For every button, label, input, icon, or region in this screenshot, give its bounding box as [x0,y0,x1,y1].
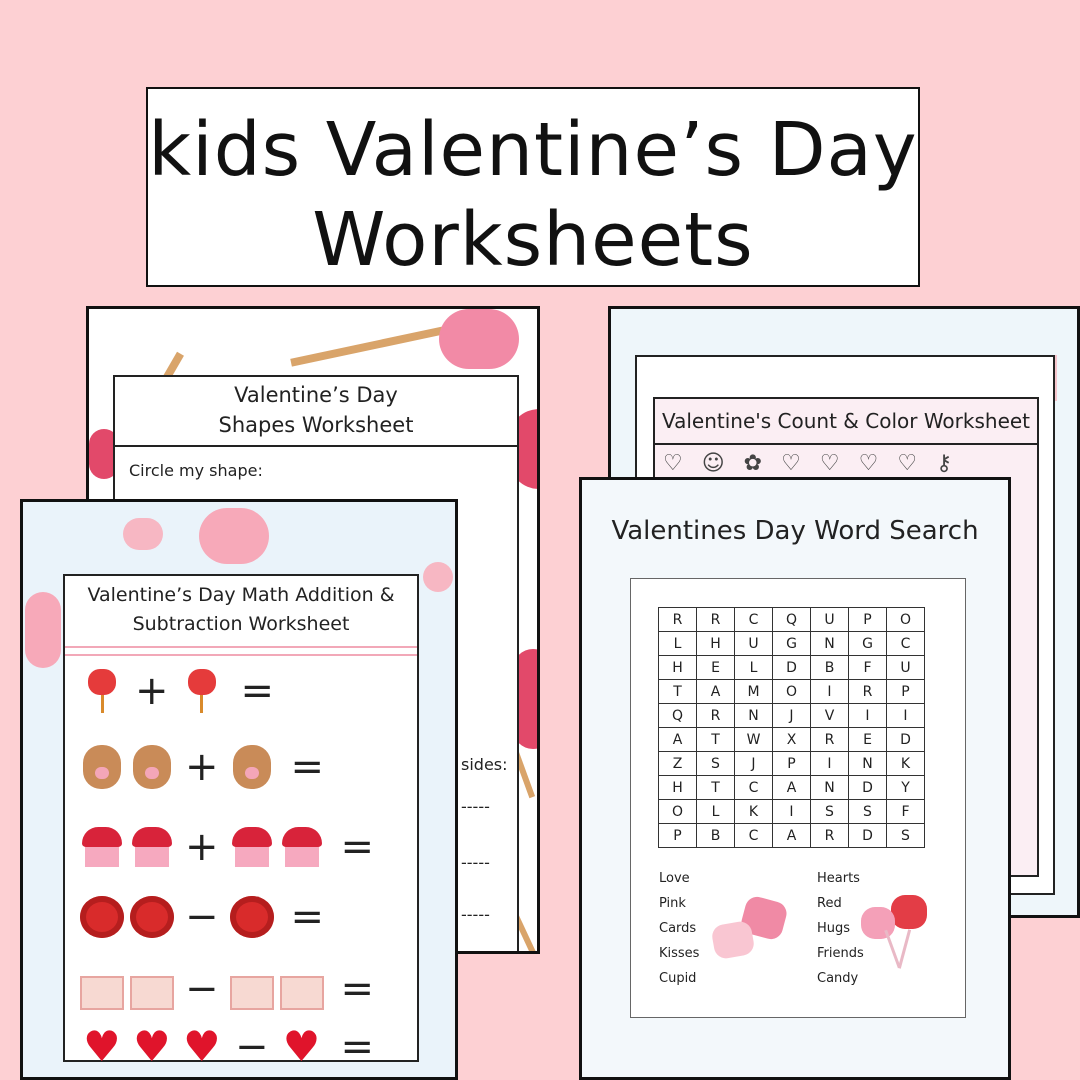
grid-cell: I [811,752,849,776]
grid-row [659,680,925,704]
word-search-grid [658,607,925,848]
word-list-left [659,871,699,996]
grid-row [659,824,925,848]
grid-cell: E [697,656,735,680]
grid-cell: O [773,680,811,704]
math-row [79,1024,374,1070]
grid-cell: Q [773,608,811,632]
grid-cell: D [773,656,811,680]
title-line-2: Worksheets [312,197,754,283]
math-operator: − [185,966,219,1012]
equals-sign: = [240,668,275,714]
rose-icon [129,896,175,938]
grid-cell: V [811,704,849,728]
grid-cell: C [887,632,925,656]
equals-sign: = [290,744,325,790]
cupcake-icon [229,827,275,867]
teddy-bear-icon [79,745,125,789]
grid-cell: K [887,752,925,776]
rose-icon [229,896,275,938]
grid-cell: A [659,728,697,752]
title-box [146,87,920,287]
grid-cell: P [887,680,925,704]
grid-cell: R [811,824,849,848]
heart-outline-icon: ♡ [663,451,689,476]
grid-cell: I [811,680,849,704]
envelope-icon [229,968,275,1010]
shapes-sides-fragment: sides: [461,755,508,774]
grid-cell: S [697,752,735,776]
heart-decoration [423,562,453,592]
word-list-item: Kisses [659,946,700,961]
grid-cell: T [659,680,697,704]
grid-cell: T [697,776,735,800]
math-title-line-1: Valentine’s Day Math Addition & [87,584,395,606]
lollipop-heart-icon [79,669,125,713]
shapes-title-divider [115,445,517,447]
rose-icon [79,896,125,938]
lollipop-heart-icon [179,669,225,713]
word-list-item: Candy [817,971,859,986]
key-outline-icon: ⚷ [936,451,959,476]
heart-arrow-outline-icon: ♡ [781,451,807,476]
grid-cell: R [849,680,887,704]
grid-cell: H [659,656,697,680]
grid-cell: P [773,752,811,776]
grid-cell: N [811,776,849,800]
equals-sign: = [340,1024,375,1070]
word-list-item: Pink [659,896,686,911]
grid-row [659,632,925,656]
grid-cell: D [849,824,887,848]
math-row [79,824,374,870]
grid-row [659,704,925,728]
grid-cell: A [773,824,811,848]
grid-cell: S [849,800,887,824]
grid-cell: I [773,800,811,824]
grid-cell: O [659,800,697,824]
grid-cell: S [811,800,849,824]
grid-cell: G [773,632,811,656]
lollipop-hearts-icon [861,895,941,971]
grid-cell: D [849,776,887,800]
word-search-panel [630,578,966,1018]
grid-cell: P [659,824,697,848]
equals-sign: = [340,966,375,1012]
grid-cell: R [697,608,735,632]
math-operator: + [135,668,169,714]
candy-hearts-icon [713,899,789,959]
grid-cell: S [887,824,925,848]
math-panel [63,574,419,1071]
count-items-row [663,451,958,476]
grid-cell: Y [887,776,925,800]
word-list-item: Friends [817,946,864,961]
grid-cell: P [849,608,887,632]
grid-cell: R [811,728,849,752]
grid-row [659,752,925,776]
title-line-1: kids Valentine’s Day [148,107,918,193]
grid-cell: B [697,824,735,848]
math-worksheet [20,499,458,1080]
grid-cell: N [849,752,887,776]
grid-cell: L [697,800,735,824]
math-row [79,894,324,940]
equals-sign: = [290,894,325,940]
grid-cell: K [735,800,773,824]
cupcake-icon [79,827,125,867]
grid-cell: G [849,632,887,656]
math-row [79,668,274,714]
grid-cell: C [735,824,773,848]
grid-cell: D [887,728,925,752]
grid-cell: T [697,728,735,752]
grid-cell: O [887,608,925,632]
shapes-prompt: Circle my shape: [129,461,263,480]
grid-cell: J [773,704,811,728]
grid-cell: M [735,680,773,704]
math-title-divider [65,646,417,648]
grid-cell: Q [659,704,697,728]
grid-cell: R [697,704,735,728]
grid-cell: E [849,728,887,752]
envelope-icon [79,968,125,1010]
grid-cell: C [735,776,773,800]
heart-icon: ♥ [133,1022,171,1071]
envelope-icon [129,968,175,1010]
grid-cell: H [697,632,735,656]
word-list-right [817,871,864,996]
count-color-title-divider [655,443,1037,445]
math-row [79,744,324,790]
grid-cell: I [887,704,925,728]
math-title-line-2: Subtraction Worksheet [132,613,350,635]
math-row [79,966,374,1012]
shapes-answer-line: ----- [461,797,490,816]
heart-arrow-outline-icon: ♡ [897,451,924,476]
word-list-item: Hearts [817,871,860,886]
math-title-divider [65,654,417,656]
grid-cell: X [773,728,811,752]
envelope-icon [279,968,325,1010]
math-operator: − [185,894,219,940]
grid-row [659,776,925,800]
grid-cell: U [735,632,773,656]
grid-cell: F [887,800,925,824]
grid-cell: C [735,608,773,632]
word-list-item: Love [659,871,690,886]
word-list-item: Red [817,896,842,911]
heart-decoration [199,508,269,564]
grid-cell: Z [659,752,697,776]
heart-decoration [25,592,61,668]
shapes-title-line-1: Valentine’s Day [234,383,398,407]
teddy-bear-icon [129,745,175,789]
grid-cell: R [659,608,697,632]
grid-cell: F [849,656,887,680]
word-search-worksheet [579,477,1011,1080]
shapes-answer-line: ----- [461,853,490,872]
grid-cell: W [735,728,773,752]
math-operator: − [235,1024,269,1070]
cupcake-icon [129,827,175,867]
grid-cell: I [849,704,887,728]
grid-cell: A [773,776,811,800]
grid-cell: B [811,656,849,680]
heart-icon: ♥ [282,1022,321,1071]
equals-sign: = [340,824,375,870]
grid-row [659,728,925,752]
grid-cell: L [659,632,697,656]
word-list-item: Cupid [659,971,697,986]
word-list-item: Cards [659,921,697,936]
heart-decoration [123,518,163,550]
grid-cell: N [735,704,773,728]
shapes-title-line-2: Shapes Worksheet [218,413,414,437]
heart-icon: ♥ [183,1022,221,1071]
grid-cell: L [735,656,773,680]
grid-cell: J [735,752,773,776]
grid-cell: N [811,632,849,656]
grid-row [659,608,925,632]
heart-icon: ♥ [83,1022,121,1071]
math-operator: + [185,824,219,870]
cupcake-icon [279,827,325,867]
word-search-title: Valentines Day Word Search [611,516,979,546]
heart-arrow-outline-icon: ♡ [819,451,846,476]
grid-row [659,656,925,680]
rose-outline-icon: ✿ [743,451,769,476]
bear-outline-icon: ☺ [701,451,731,476]
grid-row [659,800,925,824]
lollipop-heart-decoration [439,309,519,369]
word-list-item: Hugs [817,921,851,936]
shapes-answer-line: ----- [461,905,490,924]
math-operator: + [185,744,219,790]
grid-cell: U [811,608,849,632]
grid-cell: U [887,656,925,680]
grid-cell: H [659,776,697,800]
teddy-bear-icon [229,745,275,789]
grid-cell: A [697,680,735,704]
heart-outline-icon: ♡ [858,451,885,476]
count-color-title: Valentine's Count & Color Worksheet [661,409,1031,433]
